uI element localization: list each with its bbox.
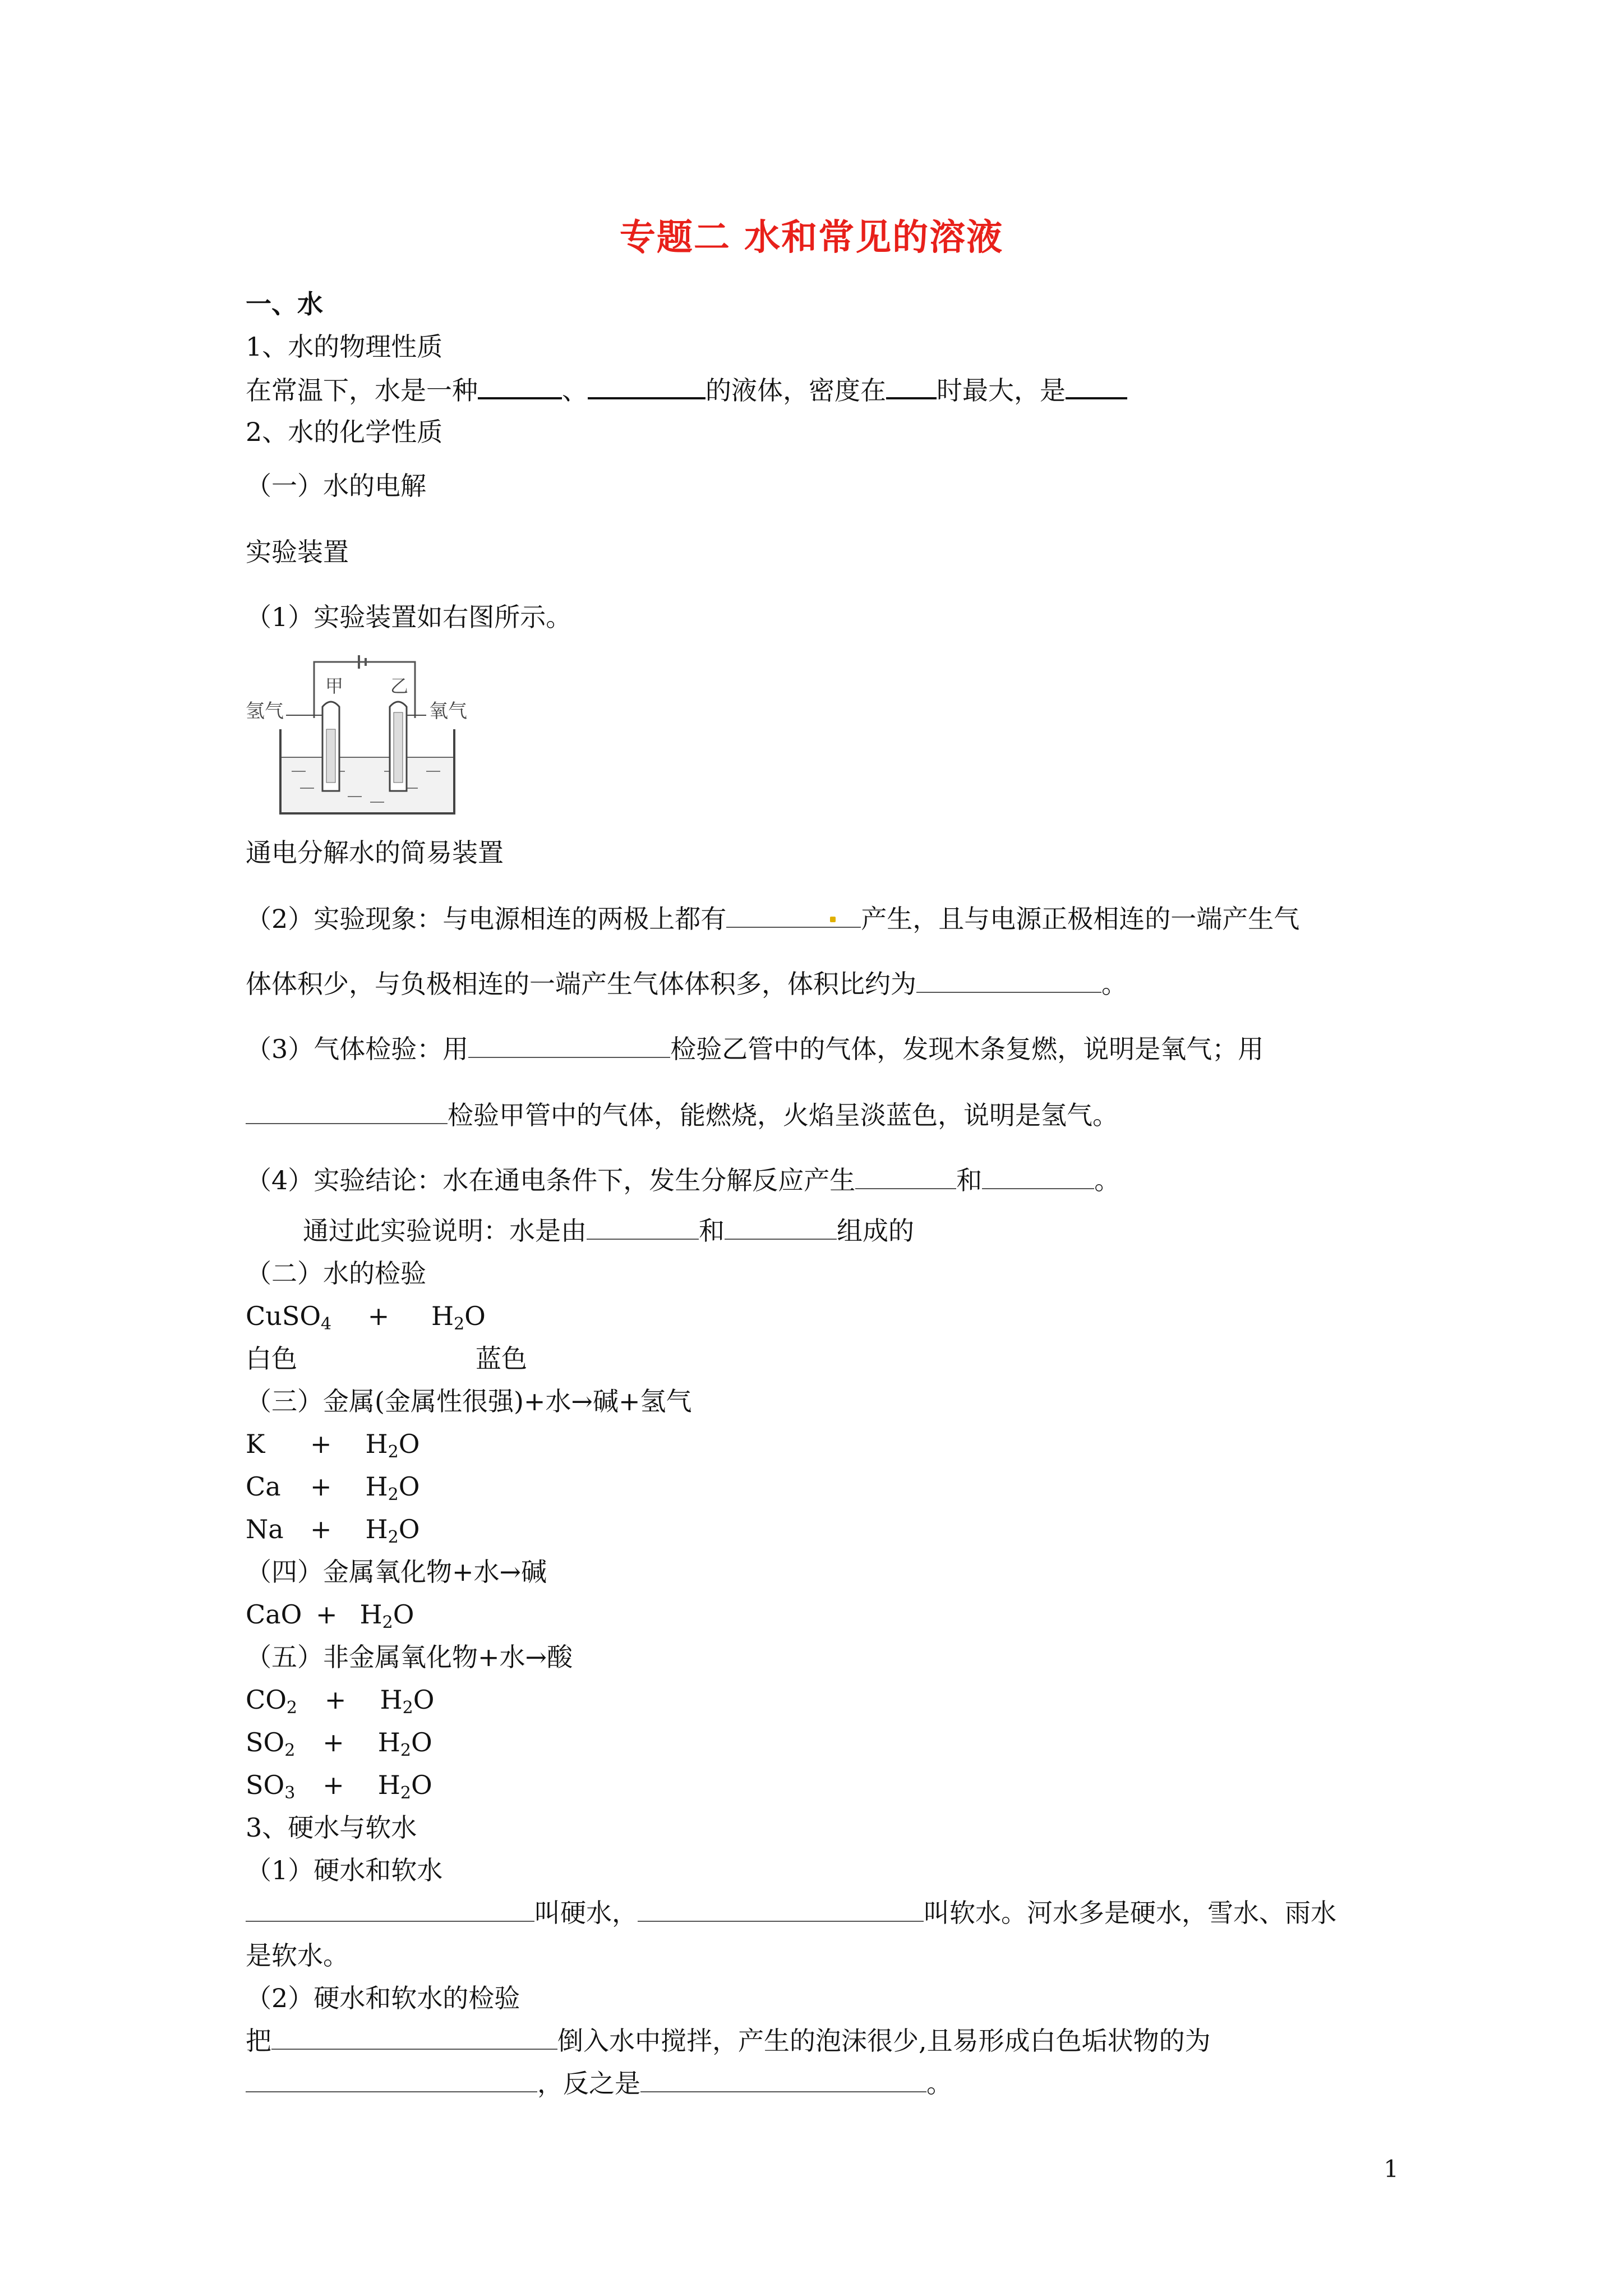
water-test-colors: 白色 蓝色: [246, 1343, 527, 1374]
page-number: 1: [1384, 2155, 1399, 2183]
metal-row-ca: $Ca + H_2O$: [246, 1471, 420, 1504]
electrolysis-diagram: [247, 651, 482, 819]
blank[interactable]: [855, 1163, 956, 1189]
blank[interactable]: [468, 1032, 670, 1058]
hard-soft-sub-2: （2）硬水和软水的检验: [246, 1983, 520, 2013]
blank[interactable]: [246, 1896, 534, 1922]
blank[interactable]: [886, 372, 937, 399]
item-5: 通过此实验说明：水是由 和 组成的: [303, 1214, 914, 1248]
item-1: （1）实验装置如右图所示。: [246, 602, 572, 632]
nonmetal-row-co2: $CO2 + H_2O$: [246, 1685, 435, 1718]
blank[interactable]: [588, 372, 706, 399]
hard-soft-line-1: 叫硬水， 叫软水。河水多是硬水，雪水、雨水: [246, 1896, 1336, 1930]
hard-soft-heading: 3、硬水与软水: [246, 1812, 417, 1843]
label-oxygen: 氧气: [429, 700, 467, 723]
item-2-line-1: （2）实验现象：与电源相连的两极上都有 产生，且与电源正极相连的一端产生气: [246, 902, 1299, 936]
blank[interactable]: [246, 2067, 537, 2092]
electrolysis-apparatus-figure: [247, 651, 482, 819]
blank[interactable]: [246, 1098, 448, 1124]
physical-heading: 1、水的物理性质: [246, 332, 443, 362]
chemical-heading: 2、水的化学性质: [246, 417, 443, 447]
blank[interactable]: [982, 1163, 1094, 1189]
ink-mark: [830, 917, 836, 922]
nonmetal-row-so2: $SO2 + H_2O$: [246, 1727, 432, 1760]
device-label: 实验装置: [246, 537, 349, 567]
blank[interactable]: [478, 372, 562, 399]
blank[interactable]: [725, 1214, 837, 1240]
water-test-equation: CuSO$_4$ + $H_2O$: [246, 1301, 486, 1334]
hard-soft-line-3: 把 倒入水中搅拌，产生的泡沫很少,且易形成白色垢状物的为: [246, 2024, 1211, 2058]
blank[interactable]: [587, 1214, 699, 1240]
metal-water-heading: （三）金属(金属性很强)+水→碱+氢气: [246, 1386, 692, 1416]
metal-row-na: $Na + H_2O$: [246, 1514, 420, 1547]
metal-oxide-heading: （四）金属氧化物+水→碱: [246, 1557, 547, 1587]
blank[interactable]: [726, 902, 861, 928]
item-2-line-2: 体体积少，与负极相连的一端产生气体体积多，体积比约为 。: [246, 967, 1127, 1001]
blank[interactable]: [1066, 372, 1127, 399]
section-heading-water: 一、水: [246, 289, 323, 319]
nonmetal-oxide-heading: （五）非金属氧化物+水→酸: [246, 1642, 573, 1672]
metal-oxide-row: CaO + $H_2O$: [246, 1599, 414, 1632]
page-title: 专题二 水和常见的溶液: [619, 217, 1004, 259]
blank[interactable]: [271, 2024, 557, 2050]
hard-soft-line-2: 是软水。: [246, 1940, 349, 1971]
label-tube-b: 乙: [390, 675, 409, 697]
metal-row-k: $K + H_2O$: [246, 1429, 420, 1462]
hard-soft-sub-1: （1）硬水和软水: [246, 1855, 443, 1885]
blank[interactable]: [638, 1896, 924, 1922]
figure-caption: 通电分解水的简易装置: [246, 838, 504, 868]
label-hydrogen: 氢气: [246, 700, 284, 723]
blank[interactable]: [916, 967, 1101, 993]
item-3-line-2: 检验甲管中的气体，能燃烧，火焰呈淡蓝色，说明是氢气。: [246, 1098, 1118, 1132]
label-tube-a: 甲: [325, 675, 344, 697]
blank[interactable]: [640, 2067, 926, 2092]
hard-soft-line-4: ，反之是 。: [246, 2067, 952, 2100]
nonmetal-row-so3: $SO3 + H_2O$: [246, 1770, 432, 1803]
item-4: （4）实验结论：水在通电条件下，发生分解反应产生 和 。: [246, 1163, 1120, 1197]
physical-properties-line: 在常温下，水是一种 、 的液体，密度在 时最大，是: [246, 372, 1127, 407]
item-3-line-1: （3）气体检验：用 检验乙管中的气体，发现木条复燃，说明是氧气；用: [246, 1032, 1264, 1066]
electrolysis-heading: （一）水的电解: [246, 471, 426, 501]
water-test-heading: （二）水的检验: [246, 1258, 426, 1289]
